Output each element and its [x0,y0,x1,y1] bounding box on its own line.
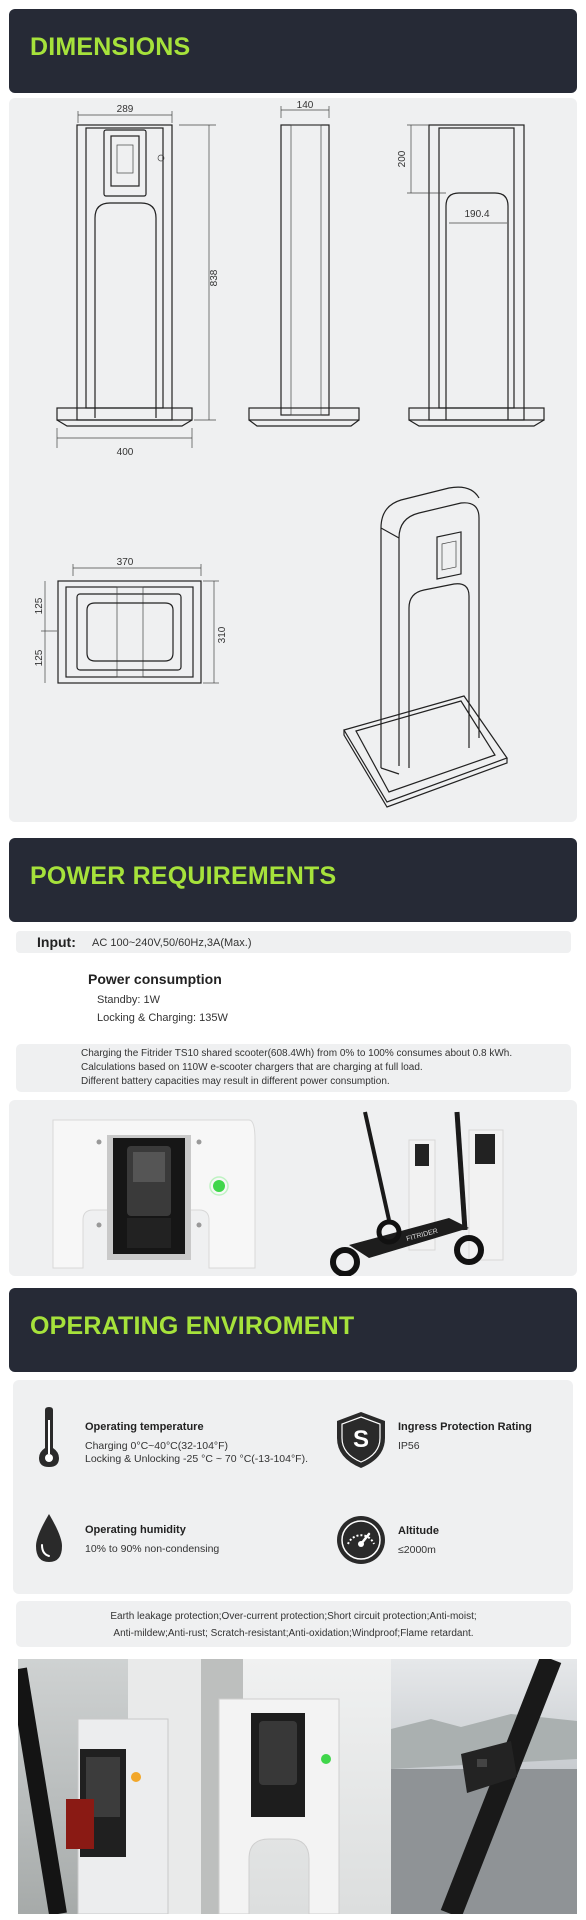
standby-power: Standby: 1W [97,994,160,1006]
product-photos-panel [9,1100,577,1276]
side-view-drawing [249,100,359,426]
isometric-view-drawing [344,487,507,807]
dimensions-title: DIMENSIONS [30,33,191,61]
shield-icon [335,1410,387,1470]
dim-height: 838 [209,269,220,287]
front-view-drawing [57,104,220,458]
dim-offset-top: 125 [34,597,45,615]
dimensions-panel [9,98,577,822]
locking-charging-power: Locking & Charging: 135W [97,1012,228,1024]
shield-letter: S [352,1426,370,1453]
note-line-2: Calculations based on 110W e-scooter chargers that are charging at full load. [81,1062,423,1073]
power-consumption-title: Power consumption [88,971,222,987]
dim-front-width: 289 [116,104,134,115]
dimensions-banner [9,9,577,93]
photo-station-orange-led [18,1659,201,1914]
photo-station-green-led [201,1659,391,1914]
dim-back-top: 200 [397,150,408,168]
product-photos [9,1100,577,1276]
charging-note [16,1044,571,1092]
protection-features [16,1601,571,1647]
scooter-brand-text: FITRIDER [405,1227,439,1243]
dim-offset-bottom: 125 [34,649,45,667]
operating-specs-panel [13,1380,573,1594]
power-banner [9,838,577,922]
dim-back-opening: 190.4 [464,209,490,220]
protection-line-1: Earth leakage protection;Over-current protection;Short circuit protection;Anti-moist; [110,1611,477,1622]
photo-scooter-lock [391,1659,577,1914]
dim-base-depth: 310 [217,626,228,644]
protection-line-2: Anti-mildew;Anti-rust; Scratch-resistant;Anti-oxidation;Windproof;Flame retardant. [113,1628,474,1639]
dim-base-width: 400 [116,447,134,458]
temperature-title: Operating temperature [85,1421,204,1433]
humidity-value: 10% to 90% non-condensing [85,1543,220,1555]
altitude-title: Altitude [398,1525,439,1537]
altitude-value: ≤2000m [398,1544,436,1556]
lock-closeup-photo [53,1120,255,1268]
operating-banner [9,1288,577,1372]
altitude-gauge-icon [335,1514,387,1566]
top-view-drawing [34,557,228,683]
temperature-locking: Locking & Unlocking -25 °C ~ 70 °C(-13-104°F). [85,1453,308,1465]
power-title: POWER REQUIREMENTS [30,862,337,890]
humidity-title: Operating humidity [85,1524,186,1536]
ingress-title: Ingress Protection Rating [398,1421,532,1433]
operating-title: OPERATING ENVIROMENT [30,1312,355,1340]
input-value: AC 100~240V,50/60Hz,3A(Max.) [92,937,252,949]
input-spec-bar [16,931,571,953]
droplet-icon [34,1512,64,1564]
back-view-drawing [397,125,544,426]
thermometer-icon [36,1406,62,1468]
dim-base-length: 370 [116,557,134,568]
input-label: Input: [37,934,76,950]
note-line-3: Different battery capacities may result in different power consumption. [81,1076,390,1087]
ingress-value: IP56 [398,1440,420,1452]
scooter-station-photo [333,1112,503,1274]
dim-side-depth: 140 [296,100,314,111]
technical-drawings [9,98,577,822]
note-line-1: Charging the Fitrider TS10 shared scooter(608.4Wh) from 0% to 100% consumes about 0.8 kWh. [81,1048,513,1059]
temperature-charging: Charging 0°C~40°C(32-104°F) [85,1440,229,1452]
